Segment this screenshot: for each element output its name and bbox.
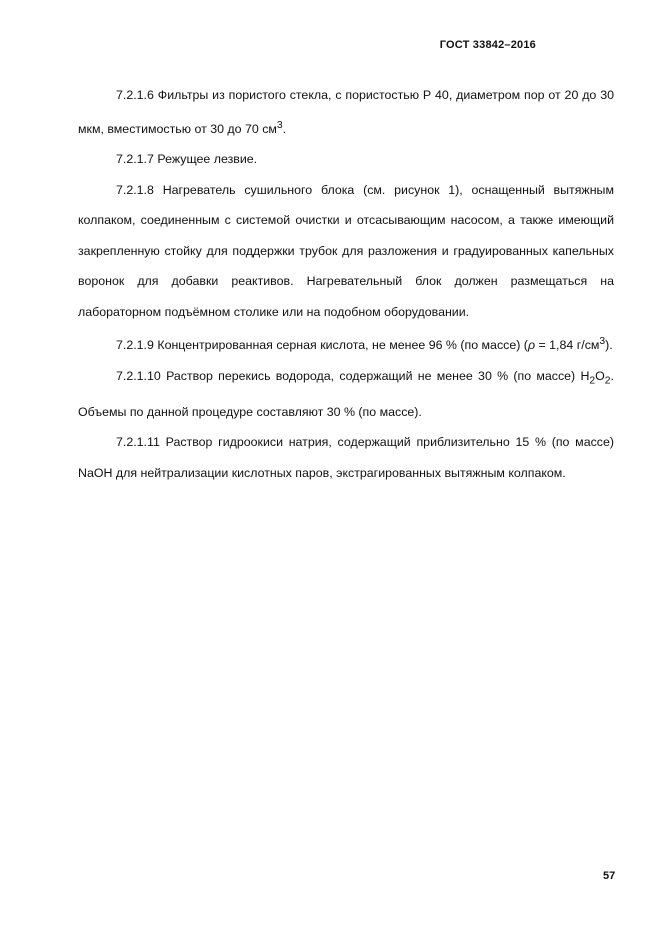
clause-text: Фильтры из пористого стекла, с пористостью Р 40, диаметром пор от 20 до 30 мкм, вместимостью от 30 до 70 см xyxy=(78,88,614,136)
superscript: 3 xyxy=(599,336,606,348)
clause-text: Нагреватель сушильного блока (см. рисунок 1), оснащенный вытяжным колпаком, соединенным с системой очистки и отсасывающим насосом, а также имеющий закрепленную стойку для поддержки трубок для разложения и градуированных капельных воронок для добавки реактивов. Нагревательный блок должен размещаться на лабораторном подъёмном столике или на подобном оборудовании. xyxy=(78,182,614,319)
document-body xyxy=(78,80,614,488)
subscript: 2 xyxy=(589,375,596,387)
paragraph-7-2-1-7 xyxy=(78,144,614,175)
superscript: 3 xyxy=(276,119,283,131)
clause-text: . Объемы по данной процедуре составляют 30 % (по массе). xyxy=(78,368,614,419)
clause-number: 7.2.1.11 xyxy=(116,435,160,450)
clause-number: 7.2.1.7 xyxy=(116,152,154,167)
clause-tail: ). xyxy=(605,338,613,353)
formula-part: O xyxy=(595,368,605,383)
subscript: 2 xyxy=(604,375,611,387)
paragraph-7-2-1-8 xyxy=(78,175,614,328)
clause-number: 7.2.1.8 xyxy=(116,182,154,197)
clause-tail: . xyxy=(282,121,287,136)
clause-number: 7.2.1.10 xyxy=(116,368,161,383)
clause-number: 7.2.1.9 xyxy=(116,338,154,353)
rho-symbol: ρ xyxy=(527,338,536,353)
paragraph-7-2-1-11 xyxy=(78,427,614,488)
page-number: 57 xyxy=(603,870,616,882)
clause-text: = 1,84 г/см xyxy=(535,338,600,353)
clause-text: Раствор перекись водорода, содержащий не менее 30 % (по массе) H xyxy=(166,368,590,383)
paragraph-7-2-1-9 xyxy=(78,327,614,361)
clause-text: Режущее лезвие. xyxy=(157,152,258,167)
page-header: ГОСТ 33842–2016 xyxy=(439,39,536,51)
paragraph-7-2-1-6 xyxy=(78,80,614,144)
paragraph-7-2-1-10 xyxy=(78,361,614,427)
clause-number: 7.2.1.6 xyxy=(116,88,154,102)
clause-text: Раствор гидроокиси натрия, содержащий приблизительно 15 % (по массе) NaOH для нейтрализации кислотных паров, экстрагированных вытяжным колпаком. xyxy=(78,435,614,480)
clause-text: Концентрированная серная кислота, не менее 96 % (по массе) ( xyxy=(157,338,528,353)
